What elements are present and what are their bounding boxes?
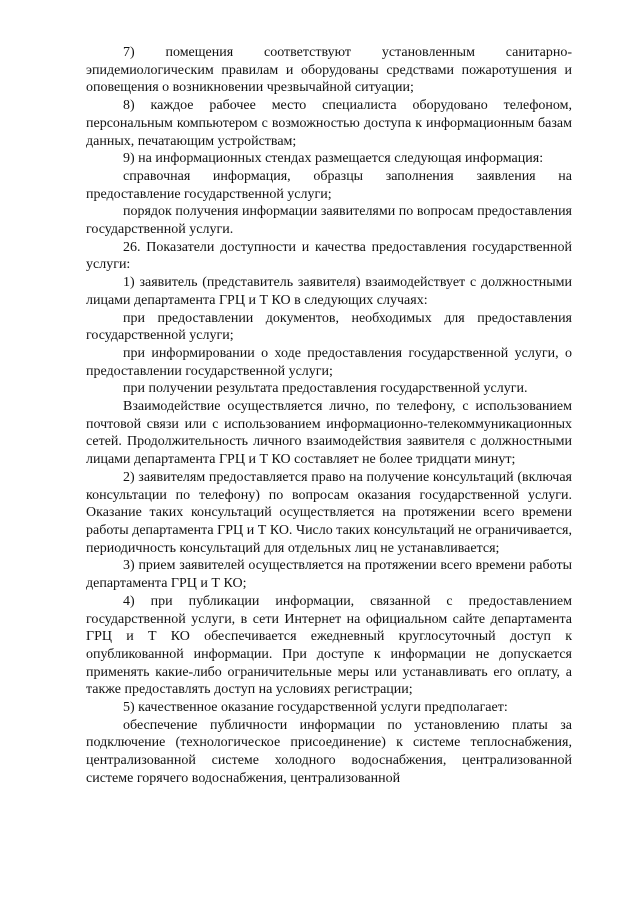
paragraph-item-3-reception: 3) прием заявителей осуществляется на протяжении всего времени работы департамента ГРЦ и Т КО; bbox=[86, 558, 572, 592]
paragraph-interaction-methods: Взаимодействие осуществляется лично, по телефону, с использованием почтовой связи или с использованием информационно-телекоммуникационных сетей. Продолжительность личного взаимодействия заявителя с должностными лицами департамента ГРЦ и Т КО составляет не более тридцати минут; bbox=[86, 399, 572, 468]
document-page bbox=[86, 44, 572, 788]
paragraph-item-9-info-stands: 9) на информационных стендах размещается следующая информация: bbox=[123, 151, 544, 167]
paragraph-item-2-consultations: 2) заявителям предоставляется право на получение консультаций (включая консультации по телефону) по вопросам оказания государственной услуги. Оказание таких консультаций осуществляется на протяжении всего времени работы департамента ГРЦ и Т КО. Число таких консультаций не ограничивается, периодичность консультаций для отдельных лиц не устанавливается; bbox=[86, 469, 572, 556]
paragraph-item-7-premises: 7) помещения соответствуют установленным санитарно-эпидемиологическим правилам и оборудованы средствами пожаротушения и оповещения о возникновении чрезвычайной ситуации; bbox=[86, 45, 572, 96]
paragraph-section-26: 26. Показатели доступности и качества предоставления государственной услуги: bbox=[86, 239, 572, 273]
paragraph-item-1-interaction: 1) заявитель (представитель заявителя) взаимодействует с должностными лицами департамента ГРЦ и Т КО в следующих случаях: bbox=[86, 275, 572, 308]
paragraph-result-receipt: при получении результата предоставления государственной услуги. bbox=[123, 381, 528, 397]
paragraph-item-4-publication: 4) при публикации информации, связанной с предоставлением государственной услуги, в сети Интернет на официальном сайте департамента ГРЦ и Т КО обеспечивается ежедневный круглосуточный доступ к опубликованной информации. При доступе к информации не допускается применять какие-либо ограничительные меры или устанавливать его оплату, а также предоставлять доступ на условиях регистрации; bbox=[86, 593, 572, 698]
paragraph-documents-submission: при предоставлении документов, необходимых для предоставления государственной услуги; bbox=[86, 310, 572, 344]
paragraph-informing-progress: при информировании о ходе предоставления государственной услуги, о предоставлении государственной услуги; bbox=[86, 345, 572, 379]
paragraph-item-5-quality: 5) качественное оказание государственной услуги предполагает: bbox=[123, 700, 508, 716]
paragraph-publicity: обеспечение публичности информации по установлению платы за подключение (технологическое присоединение) к системе теплоснабжения, централизованной системе холодного водоснабжения, централизованной системе горячего водоснабжения, централизованной bbox=[86, 717, 572, 786]
paragraph-item-8-workplace: 8) каждое рабочее место специалиста оборудовано телефоном, персональным компьютером с возможностью доступа к информационным базам данных, печатающим устройствам; bbox=[86, 98, 572, 149]
paragraph-info-procedure: порядок получения информации заявителями по вопросам предоставления государственной услуги. bbox=[86, 204, 572, 238]
paragraph-reference-info: справочная информация, образцы заполнения заявления на предоставление государственной услуги; bbox=[86, 168, 572, 202]
